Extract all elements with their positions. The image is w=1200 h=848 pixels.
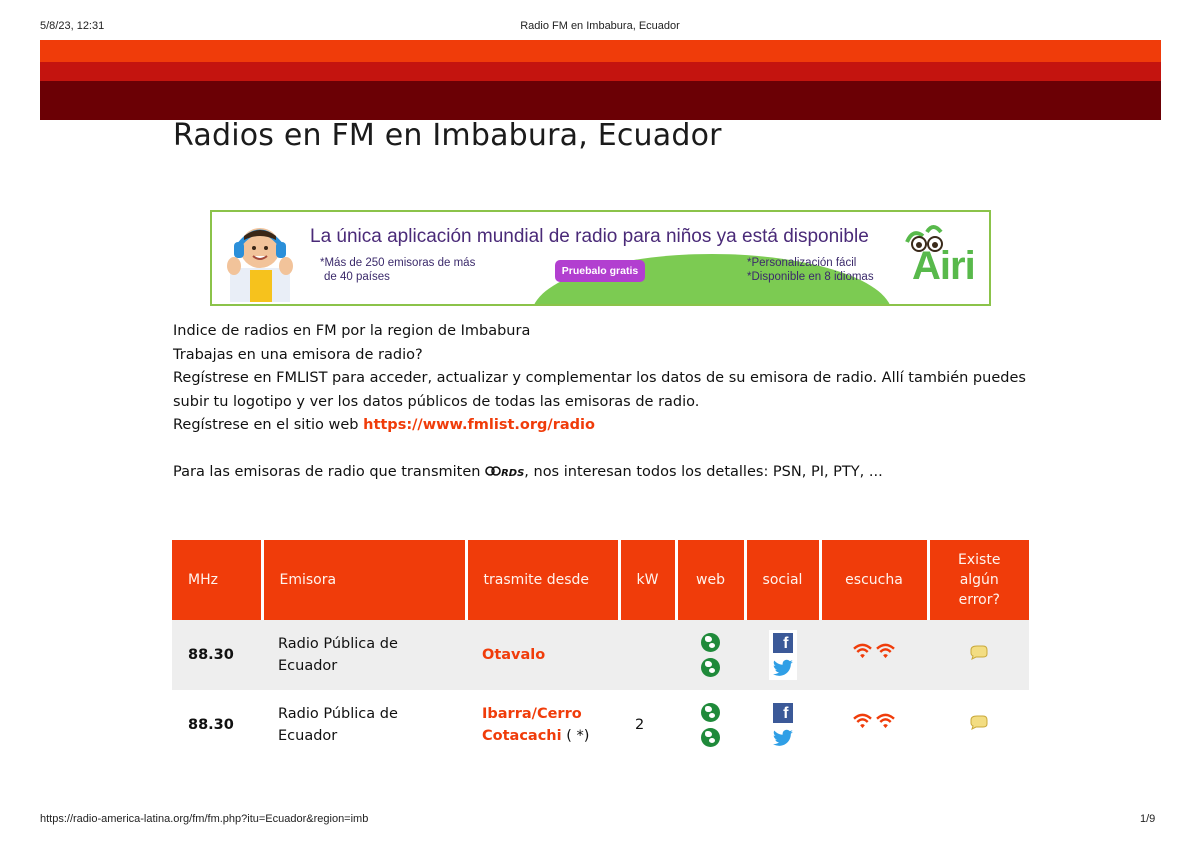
row-report bbox=[928, 690, 1029, 760]
header-error-line-1: Existe bbox=[958, 552, 1001, 568]
row-mhz: 88.30 bbox=[188, 717, 234, 733]
header-mhz: MHz bbox=[172, 540, 262, 620]
ad-right-note bbox=[747, 256, 897, 284]
ad-left-note-line-2: de 40 países bbox=[324, 271, 390, 283]
try-free-button[interactable]: Pruebalo gratis bbox=[555, 260, 645, 282]
row-location-line-1[interactable]: Ibarra/Cerro bbox=[482, 706, 582, 722]
intro-spacer bbox=[173, 438, 1033, 461]
table-row bbox=[172, 690, 1029, 760]
twitter-icon[interactable] bbox=[772, 729, 794, 747]
header-error-line-3: error? bbox=[958, 592, 1000, 608]
fmlist-link[interactable]: https://www.fmlist.org/radio bbox=[363, 417, 595, 433]
banner-stripe-top bbox=[40, 40, 1161, 62]
rds-logo bbox=[485, 468, 524, 479]
row-station-line-1: Radio Pública de bbox=[278, 636, 398, 652]
header-station: Emisora bbox=[262, 540, 466, 620]
row-location-line-2[interactable]: Cotacachi bbox=[482, 728, 562, 744]
intro-line-index: Indice de radios en FM por la region de Imbabura bbox=[173, 323, 531, 339]
banner-stripe-middle bbox=[40, 62, 1161, 81]
globe-icon[interactable] bbox=[701, 658, 720, 677]
ad-banner[interactable] bbox=[210, 210, 991, 306]
globe-icon[interactable] bbox=[701, 703, 720, 722]
print-date: 5/8/23, 12:31 bbox=[40, 20, 105, 32]
row-listen bbox=[820, 690, 928, 760]
row-location[interactable] bbox=[466, 690, 619, 760]
header-from: trasmite desde bbox=[466, 540, 619, 620]
row-mhz: 88.30 bbox=[172, 620, 262, 690]
print-title: Radio FM en Imbabura, Ecuador bbox=[520, 20, 680, 32]
twitter-icon[interactable] bbox=[772, 659, 794, 677]
stream-wifi-icon[interactable] bbox=[876, 713, 895, 730]
banner-stripe-bottom bbox=[40, 81, 1161, 120]
globe-icon[interactable] bbox=[701, 633, 720, 652]
rds-swirl-icon bbox=[485, 466, 501, 476]
ad-right-note-line-1: *Personalización fácil bbox=[747, 257, 857, 269]
table-header-row bbox=[172, 540, 1029, 620]
row-station bbox=[262, 690, 466, 760]
row-report bbox=[928, 620, 1029, 690]
row-social bbox=[745, 620, 820, 690]
facebook-icon[interactable]: f bbox=[773, 633, 793, 653]
row-location-note: ( *) bbox=[561, 728, 590, 744]
intro-text bbox=[173, 320, 1033, 485]
airi-logo: Airi bbox=[912, 244, 975, 288]
stream-wifi-icon[interactable] bbox=[876, 643, 895, 660]
intro-rds-suffix: , nos interesan todos los detalles: PSN, PI, PTY, ... bbox=[524, 463, 883, 480]
row-location-link[interactable]: Otavalo bbox=[482, 647, 546, 663]
stream-wifi-icon[interactable] bbox=[853, 713, 872, 730]
row-web bbox=[676, 690, 745, 760]
row-station-line-2: Ecuador bbox=[278, 658, 338, 674]
intro-line-register: Regístrese en FMLIST para acceder, actualizar y complementar los datos de su emisora de radio. Allí también puedes subir tu logotipo y ver los datos públicos de todas las emisoras de radio. bbox=[173, 370, 1026, 410]
row-station-line-1: Radio Pública de bbox=[278, 706, 398, 722]
report-error-icon[interactable] bbox=[969, 714, 989, 730]
row-station-line-2: Ecuador bbox=[278, 728, 338, 744]
intro-line-question: Trabajas en una emisora de radio? bbox=[173, 346, 423, 363]
table-row bbox=[172, 620, 1029, 690]
stations-table bbox=[172, 540, 1029, 760]
header-error bbox=[928, 540, 1029, 620]
header-error-line-2: algún bbox=[959, 572, 999, 588]
row-station bbox=[262, 620, 466, 690]
row-kw bbox=[619, 620, 676, 690]
row-kw: 2 bbox=[635, 717, 645, 733]
header-listen: escucha bbox=[820, 540, 928, 620]
print-header bbox=[0, 20, 1200, 36]
intro-rds-prefix: Para las emisoras de radio que transmiten bbox=[173, 463, 486, 480]
facebook-icon[interactable]: f bbox=[773, 703, 793, 723]
ad-headline: La única aplicación mundial de radio para niños ya está disponible bbox=[310, 226, 869, 247]
header-web: web bbox=[676, 540, 745, 620]
ad-right-note-line-2: *Disponible en 8 idiomas bbox=[747, 271, 874, 283]
row-social bbox=[745, 690, 820, 760]
intro-line-website bbox=[173, 414, 1033, 438]
ad-left-note bbox=[320, 256, 510, 284]
header-social: social bbox=[745, 540, 820, 620]
intro-line-rds bbox=[173, 461, 1033, 486]
ad-left-note-line-1: *Más de 250 emisoras de más bbox=[320, 257, 476, 269]
print-url: https://radio-america-latina.org/fm/fm.php?itu=Ecuador&region=imb bbox=[40, 813, 369, 825]
header-kw: kW bbox=[619, 540, 676, 620]
page-title: Radios en FM en Imbabura, Ecuador bbox=[173, 118, 722, 153]
site-banner bbox=[40, 40, 1161, 120]
stream-wifi-icon[interactable] bbox=[853, 643, 872, 660]
row-listen bbox=[820, 620, 928, 690]
print-page-number: 1/9 bbox=[1140, 813, 1156, 825]
rds-label: RDS bbox=[501, 467, 525, 479]
kid-with-headphones-image bbox=[220, 218, 300, 302]
report-error-icon[interactable] bbox=[969, 644, 989, 660]
row-location[interactable] bbox=[466, 620, 619, 690]
row-web bbox=[676, 620, 745, 690]
intro-website-prefix: Regístrese en el sitio web bbox=[173, 417, 364, 433]
globe-icon[interactable] bbox=[701, 728, 720, 747]
